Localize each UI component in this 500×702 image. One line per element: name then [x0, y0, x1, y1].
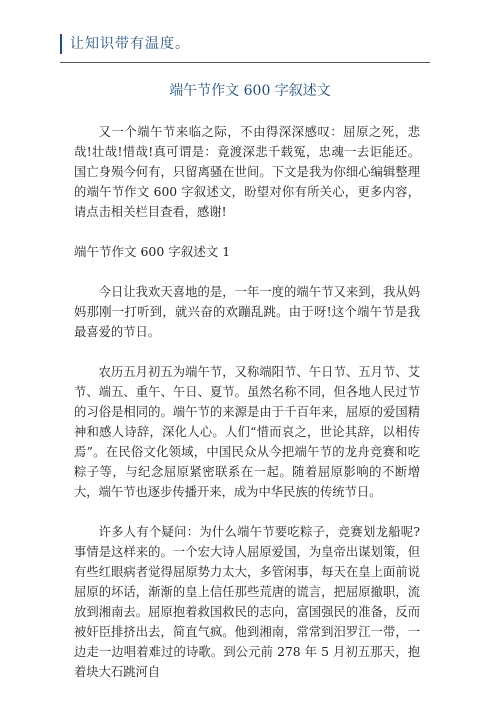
- header-tagline: 让知识带有温度。: [70, 36, 190, 52]
- header-accent-bar: [60, 34, 62, 54]
- section-heading: 端午节作文 600 字叙述文 1: [74, 244, 231, 259]
- header-divider: [60, 62, 430, 63]
- document-body: [74, 122, 420, 702]
- body-paragraph: 今日让我欢天喜地的是，一年一度的端午节又来到，我从妈妈那刚一打听到，就兴奋的欢蹦乱跳。由于呀!这个端午节是我最喜爱的节日。: [74, 285, 420, 339]
- intro-paragraph: 又一个端午节来临之际，不由得深深感叹：屈原之死，悲哉!壮哉!惜哉!真可谓是：竟渡深悲千载冤，忠魂一去讵能还。国亡身殒今何有，只留离骚在世间。下文是我为你细心编辑整理的端午节作文 600 字叙述文，盼望对你有所关心，更多内容，请点击相关栏目查看，感谢!: [74, 125, 420, 219]
- document-title: 端午节作文 600 字叙述文: [169, 83, 331, 99]
- body-paragraph: 农历五月初五为端午节，又称端阳节、午日节、五月节、艾节、端五、重午、午日、夏节。虽然名称不同，但各地人民过节的习俗是相同的。端午节的来源是由于千百年来，屈原的爱国精神和感人诗辞，深化人心。人们“惜而哀之，世论其辞，以相传焉”。在民俗文化领域，中国民众从今把端午节的龙舟竞赛和吃粽子等，与纪念屈原紧密联系在一起。随着屈原影响的不断增大，端午节也逐步传播开来，成为中华民族的传统节日。: [74, 365, 420, 499]
- body-paragraph: 许多人有个疑问：为什么端午节要吃粽子，竞赛划龙船呢?事情是这样来的。一个宏大诗人屈原爱国，为皇帝出谋划策，但有些红眼病者觉得屈原势力太大，多管闲事，每天在皇上面前说屈原的坏话，渐渐的皇上信任那些荒唐的谎言，把屈原撤职，流放到湘南去。屈原抱着救国救民的志向，富国强民的准备，反而被奸臣排挤出去，简直气疯。他到湘南，常常到汨罗江一带，一边走一边唱着难过的诗歌。到公元前 278 年 5 月初五那天，抱着块大石跳河自: [74, 525, 420, 679]
